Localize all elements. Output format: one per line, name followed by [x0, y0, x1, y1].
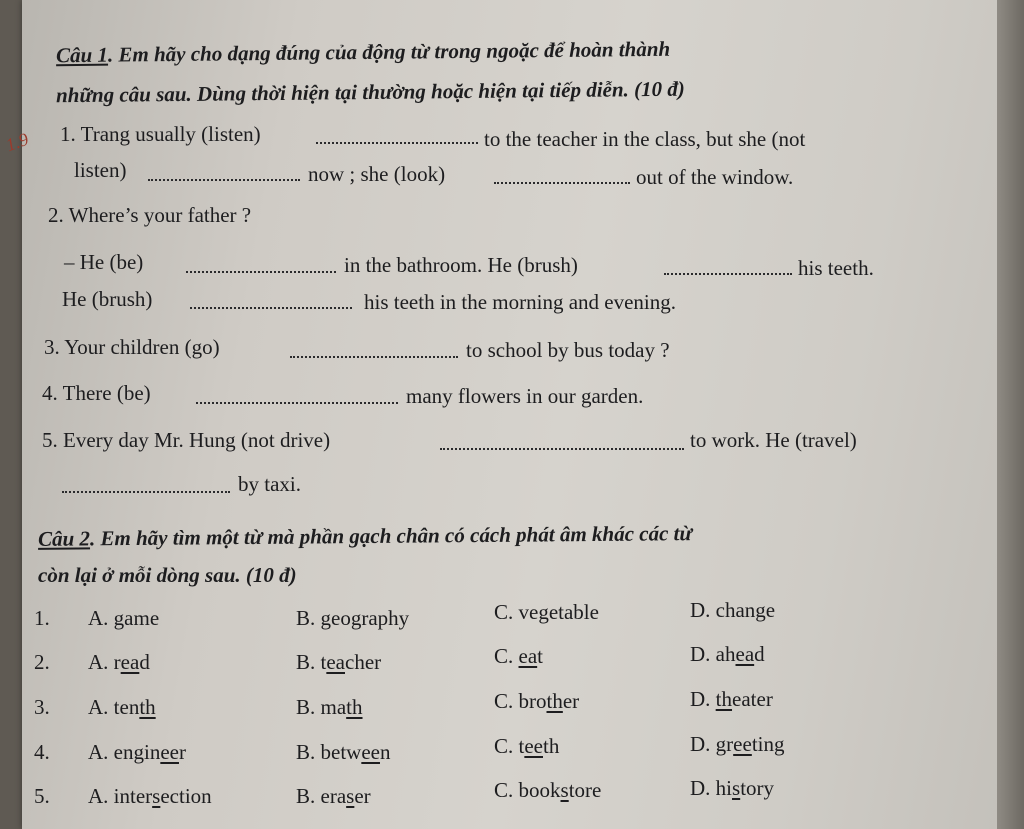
q2-option-b[interactable]	[296, 606, 409, 630]
answer-blank[interactable]	[190, 305, 352, 309]
option-text: D. gr	[690, 732, 734, 756]
underlined-sound: s	[560, 778, 569, 802]
underlined-sound: ea	[735, 642, 755, 666]
q2-row-number: 2.	[34, 650, 50, 674]
option-text: C. book	[494, 778, 561, 802]
underlined-sound: th	[546, 689, 563, 713]
q1-item4-part1: 4. There (be)	[42, 381, 151, 405]
underlined-sound: th	[139, 695, 156, 719]
option-text: A. ten	[88, 695, 140, 719]
q2-option-b[interactable]	[296, 650, 381, 674]
q2-title: . Em hãy tìm một từ mà phần gạch chân có cách phát âm khác các từ	[89, 521, 693, 551]
q2-row-number: 4.	[34, 740, 50, 764]
option-text: th	[543, 734, 560, 758]
q2-option-b[interactable]	[296, 740, 390, 764]
q2-row-number: 1.	[34, 606, 50, 630]
option-text: C. bro	[494, 689, 547, 713]
q2-option-a[interactable]	[88, 784, 212, 808]
q1-item1-part4: now ; she (look)	[308, 162, 446, 186]
answer-blank[interactable]	[196, 400, 398, 404]
underlined-sound: ea	[120, 650, 140, 674]
q2-option-a[interactable]	[88, 695, 156, 719]
q2-option-d[interactable]	[690, 776, 774, 800]
underlined-sound: s	[732, 776, 741, 800]
option-text: C. t	[494, 734, 525, 758]
underlined-sound: th	[715, 687, 733, 711]
answer-blank[interactable]	[62, 489, 230, 493]
page-edge-shadow	[997, 0, 1024, 829]
option-text: d	[754, 642, 765, 666]
underlined-sound: ea	[518, 644, 538, 668]
q2-option-d[interactable]	[690, 642, 765, 666]
q1-item1-part5: out of the window.	[636, 165, 794, 189]
option-text: D.	[690, 687, 716, 711]
option-text: B. betw	[296, 740, 362, 764]
option-text: B. ma	[296, 695, 347, 719]
q1-item3-part2: to school by bus today ?	[466, 338, 670, 362]
underlined-sound: s	[152, 784, 161, 808]
option-text: tory	[740, 776, 775, 800]
option-text: C.	[494, 644, 519, 668]
option-text: A. game	[88, 606, 160, 630]
option-text: B. geography	[296, 606, 410, 630]
q1-label: Câu 1	[55, 42, 109, 68]
option-text: D. hi	[690, 776, 732, 800]
q2-option-a[interactable]	[88, 740, 186, 764]
option-text: A. inter	[88, 784, 153, 808]
q2-option-a[interactable]	[88, 650, 150, 674]
q2-row-number: 5.	[34, 784, 50, 808]
underlined-sound: ee	[733, 732, 752, 756]
underlined-sound: ee	[524, 734, 543, 758]
option-text: ting	[751, 732, 785, 756]
option-text: C. vegetable	[494, 600, 599, 624]
option-text: D. ah	[690, 642, 736, 666]
option-text: er	[562, 689, 580, 713]
option-text: tore	[568, 778, 602, 802]
q2-option-c[interactable]	[494, 600, 599, 624]
option-text: B. t	[296, 650, 327, 674]
option-text: t	[537, 644, 544, 668]
q1-item2-part2: in the bathroom. He (brush)	[344, 253, 578, 277]
underlined-sound: ea	[326, 650, 345, 674]
q2-option-c[interactable]	[494, 778, 601, 802]
underlined-sound: ee	[361, 740, 380, 764]
q1-item3-part1: 3. Your children (go)	[44, 335, 220, 359]
q2-heading-line2: còn lại ở mỗi dòng sau. (10 đ)	[38, 563, 297, 587]
q1-item5-part2: to work. He (travel)	[690, 428, 857, 452]
underlined-sound: th	[346, 695, 363, 719]
q2-row-number: 3.	[34, 695, 50, 719]
option-text: n	[379, 740, 391, 764]
q2-option-d[interactable]	[690, 687, 773, 711]
option-text: d	[139, 650, 150, 674]
option-text: cher	[345, 650, 382, 674]
option-text: A. engin	[88, 740, 161, 764]
q1-title: . Em hãy cho dạng đúng của động từ trong ngoặc để hoàn thành	[107, 36, 671, 67]
q2-option-a[interactable]	[88, 606, 159, 630]
answer-blank[interactable]	[664, 271, 792, 275]
q2-option-b[interactable]	[296, 784, 371, 808]
q1-item2-question: 2. Where’s your father ?	[48, 203, 252, 227]
q2-label: Câu 2	[37, 526, 91, 551]
answer-blank[interactable]	[186, 269, 336, 273]
option-text: ection	[160, 784, 212, 808]
option-text: B. era	[296, 784, 347, 808]
q1-item1-part2: to the teacher in the class, but she (not	[484, 127, 806, 151]
q2-option-c[interactable]	[494, 644, 543, 668]
q2-option-d[interactable]	[690, 598, 775, 622]
underlined-sound: ee	[160, 740, 179, 764]
q2-option-b[interactable]	[296, 695, 363, 719]
option-text: A. r	[88, 650, 121, 674]
q1-item2-part3: his teeth.	[798, 256, 874, 280]
answer-blank[interactable]	[148, 177, 300, 181]
answer-blank[interactable]	[494, 180, 630, 184]
q1-item4-part2: many flowers in our garden.	[406, 384, 644, 408]
margin-handwritten-mark: 1.9	[3, 128, 32, 156]
q1-item1-part3: listen)	[74, 158, 127, 182]
q1-item5-part1: 5. Every day Mr. Hung (not drive)	[42, 428, 331, 452]
q1-item2-part4: He (brush)	[62, 287, 153, 311]
answer-blank[interactable]	[290, 354, 458, 358]
q1-item5-part3: by taxi.	[238, 472, 301, 496]
answer-blank[interactable]	[316, 140, 478, 144]
answer-blank[interactable]	[440, 446, 684, 450]
underlined-sound: s	[346, 784, 355, 808]
option-text: eater	[732, 687, 773, 711]
q2-option-d[interactable]	[690, 732, 785, 756]
q2-option-c[interactable]	[494, 689, 579, 713]
q1-item1-part1: 1. Trang usually (listen)	[60, 122, 261, 146]
option-text: er	[354, 784, 371, 808]
q1-item2-part1: – He (be)	[64, 250, 144, 274]
q1-heading-line2: những câu sau. Dùng thời hiện tại thường hoặc hiện tại tiếp diễn. (10 đ)	[55, 76, 685, 108]
q1-item2-part5: his teeth in the morning and evening.	[364, 290, 677, 314]
option-text: r	[178, 740, 186, 764]
option-text: D. change	[690, 598, 776, 622]
q2-option-c[interactable]	[494, 734, 559, 758]
